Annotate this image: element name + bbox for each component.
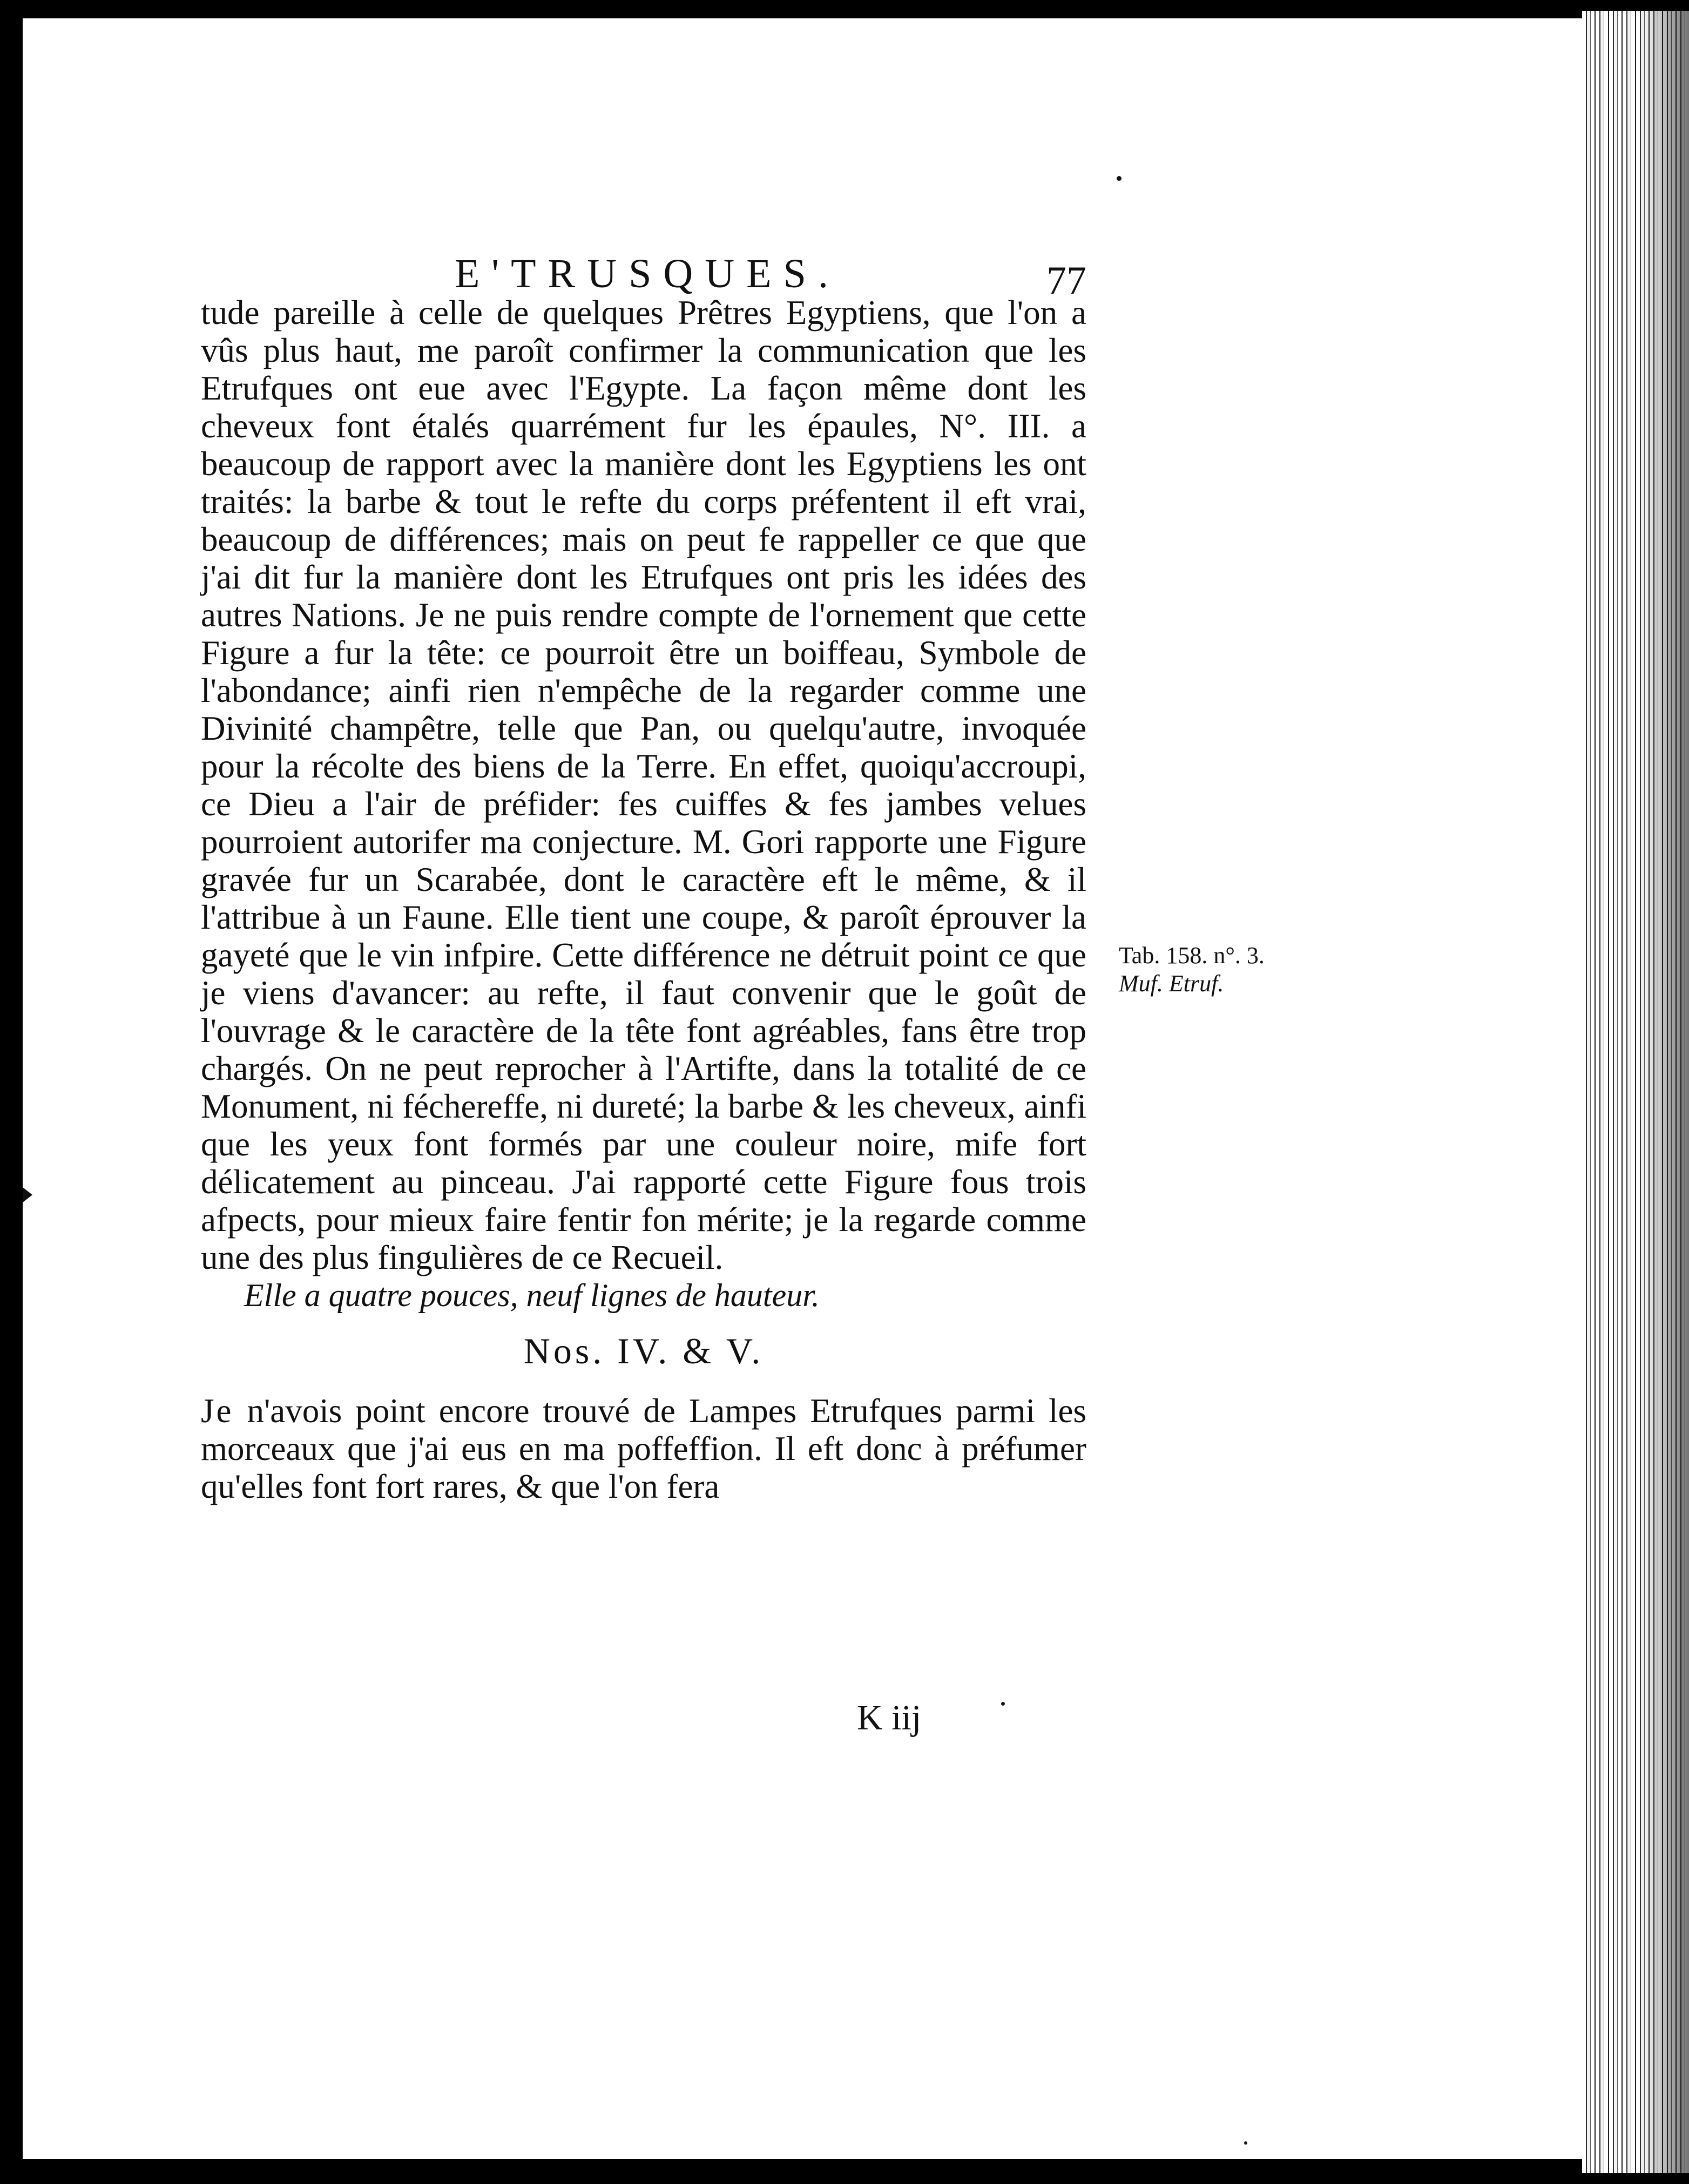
page-edge-shadow [1641,11,1689,2173]
margin-note-line-2: Muf. Etruf. [1119,970,1224,997]
page-number: 77 [1046,259,1086,303]
ink-fleck [1117,176,1122,181]
margin-note [1119,942,1265,998]
signature-mark: K iij [857,1698,922,1737]
ink-fleck [1001,1702,1005,1706]
body-text-2 [201,1392,1086,1505]
running-head-title: E'TRUSQUES. [455,251,840,296]
book-page [23,18,1582,2159]
ink-fleck [1244,2141,1247,2145]
paragraph-lamps [201,1392,1086,1505]
margin-note-line-1: Tab. 158. n°. 3. [1119,942,1265,969]
paragraph-lamps-text: n'avois point encore trouvé de Lampes Etrufques parmi les morceaux que j'ai eus en ma poffeffion. Il eft donc à préfumer qu'elles font fort rares, & que l'on fera [201,1392,1087,1505]
body-text [201,294,1086,1276]
running-head [201,234,1086,303]
paragraph-main: tude pareille à celle de quelques Prêtres Egyptiens, que l'on a vûs plus haut, me paroît confirmer la communication que les Etrufques ont eue avec l'Egypte. La façon même dont les cheveux font étalés quarrément fur les épaules, N°. III. a beaucoup de rapport avec la manière dont les Egyptiens les ont traités: la barbe & tout le refte du corps préfentent il eft vrai, beaucoup de différences; mais on peut fe rappeller ce que que j'ai dit fur la manière dont les Etrufques ont pris les idées des autres Nations. Je ne puis rendre compte de l'ornement que cette Figure a fur la tête: ce pourroit être un boiffeau, Symbole de l'abondance; ainfi rien n'empêche de la regarder comme une Divinité champêtre, telle que Pan, ou quelqu'autre, invoquée pour la récolte des biens de la Terre. En effet, quoiqu'accroupi, ce Dieu a l'air de préfider: fes cuiffes & fes jambes velues pourroient autorifer ma conjecture. M. Gori rapporte une Figure gravée fur un Scarabée, dont le caractère eft le même, & il l'attribue à un Faune. Elle tient une coupe, & paroît éprouver la gayeté que le vin infpire. Cette différence ne détruit point ce que je viens d'avancer: au refte, il faut convenir que le goût de l'ouvrage & le caractère de la tête font agréables, fans être trop chargés. On ne peut reprocher à l'Artifte, dans la totalité de ce Monument, ni féchereffe, ni dureté; la barbe & les cheveux, ainfi que les yeux font formés par une couleur noire, mife fort délicatement au pinceau. J'ai rapporté cette Figure fous trois afpects, pour mieux faire fentir fon mérite; je la regarde comme une des plus fingulières de ce Recueil. [201,294,1086,1276]
section-heading: Nos. IV. & V. [523,1330,764,1371]
text-block [201,234,1086,1505]
dimension-note: Elle a quatre pouces, neuf lignes de hauteur. [244,1277,820,1313]
paragraph-lead-word: Je [201,1392,234,1430]
binding-mark [23,1187,32,1202]
